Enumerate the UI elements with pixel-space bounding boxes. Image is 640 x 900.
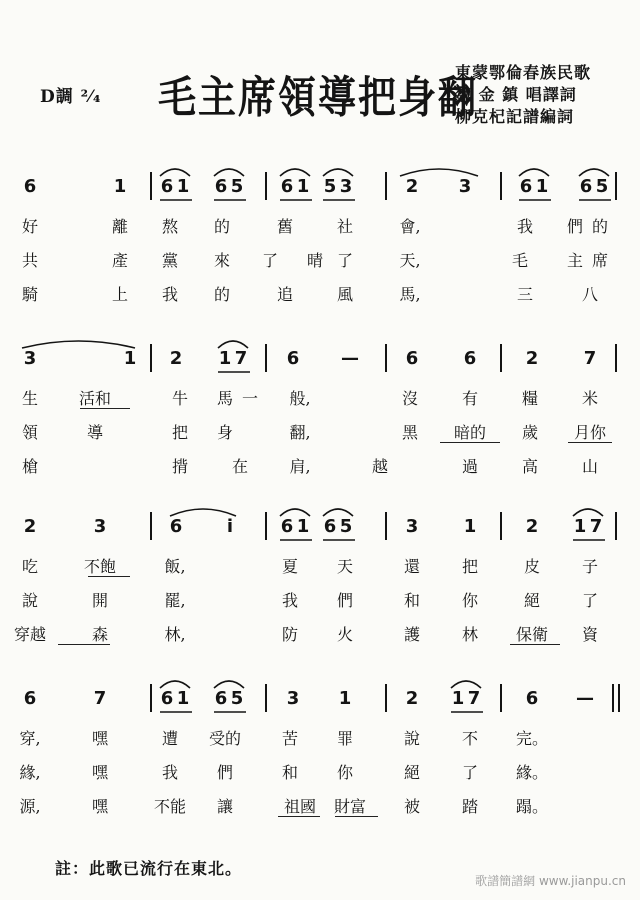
note: 2 <box>405 688 419 709</box>
lyric-underline <box>568 442 612 443</box>
lyric-syllable: 嘿 <box>91 729 109 748</box>
lyric-underline <box>510 644 560 645</box>
lyric-syllable: 還 <box>403 557 421 576</box>
lyric-syllable: 防 <box>281 625 299 644</box>
slur-arc <box>451 681 481 688</box>
note: 1 <box>123 348 137 369</box>
credit-origin: 東蒙鄂倫春族民歌 <box>455 63 592 82</box>
lyric-syllable: 我 <box>281 591 299 610</box>
note: 2 <box>23 516 37 537</box>
lyric-syllable: 緣, <box>19 763 41 782</box>
note: 1 <box>463 516 477 537</box>
lyric-syllable: 社 <box>336 217 354 236</box>
note: 7 <box>234 348 248 369</box>
slur-arc <box>579 169 609 176</box>
credits <box>455 62 591 128</box>
slur-arc <box>214 169 244 176</box>
lyric-syllable: 山 <box>581 457 599 476</box>
lyric-syllable: 天, <box>399 251 421 270</box>
note: 2 <box>525 516 539 537</box>
lyric-syllable: 把 <box>461 557 479 576</box>
note-row <box>0 340 640 380</box>
lyric-syllable: 和 <box>281 763 299 782</box>
note: i <box>226 516 234 537</box>
lyric-syllable: 源, <box>19 797 41 816</box>
lyric-syllable: 熬 <box>161 217 179 236</box>
lyric-syllable: 席 <box>591 251 609 270</box>
lyric-syllable: 活和 <box>78 389 112 408</box>
credit-lyrics: 魏 金 鎮 唱譯詞 <box>455 85 577 104</box>
lyric-syllable: 你 <box>336 763 354 782</box>
lyric-syllable: 過 <box>461 457 479 476</box>
lyric-line <box>0 554 640 582</box>
note: 3 <box>405 516 419 537</box>
lyric-line <box>0 760 640 788</box>
lyric-underline <box>58 644 110 645</box>
slur-arc <box>573 509 603 516</box>
lyric-syllable: 完。 <box>515 729 549 748</box>
note-row <box>0 680 640 720</box>
lyric-syllable: 罷, <box>164 591 186 610</box>
lyric-syllable: 們 <box>336 591 354 610</box>
lyric-line <box>0 386 640 414</box>
lyric-syllable: 嘿 <box>91 763 109 782</box>
lyric-syllable: 皮 <box>523 557 541 576</box>
lyric-underline <box>335 816 378 817</box>
lyric-syllable: 受的 <box>208 729 242 748</box>
lyric-syllable: 穿, <box>19 729 41 748</box>
lyric-syllable: 風 <box>336 285 354 304</box>
lyric-syllable: 黨 <box>161 251 179 270</box>
lyric-syllable: 米 <box>581 389 599 408</box>
lyric-syllable: 被 <box>403 797 421 816</box>
lyric-syllable: 歲 <box>521 423 539 442</box>
lyric-syllable: 保衛 <box>515 625 549 644</box>
lyric-syllable: 們 <box>216 763 234 782</box>
lyric-syllable: 財富 <box>333 797 367 816</box>
lyric-underline <box>88 576 130 577</box>
lyric-underline <box>440 442 500 443</box>
lyric-syllable: 肩, <box>289 457 311 476</box>
lyric-syllable: 嘿 <box>91 797 109 816</box>
lyric-line <box>0 214 640 242</box>
lyric-syllable: 沒 <box>401 389 419 408</box>
slur-arc <box>323 509 353 516</box>
lyric-syllable: 翻, <box>289 423 311 442</box>
lyric-syllable: 馬 <box>216 389 234 408</box>
note: 3 <box>339 176 353 197</box>
note: 5 <box>230 688 244 709</box>
note: 5 <box>323 176 337 197</box>
lyric-line <box>0 282 640 310</box>
note: 2 <box>525 348 539 369</box>
note: 6 <box>214 688 228 709</box>
lyric-syllable: 晴 <box>306 251 324 270</box>
lyric-syllable: 苦 <box>281 729 299 748</box>
lyric-syllable: 吃 <box>21 557 39 576</box>
watermark: 歌譜簡譜網 www.jianpu.cn <box>475 874 626 888</box>
lyric-syllable: 了 <box>581 591 599 610</box>
note-row <box>0 508 640 548</box>
lyric-line <box>0 622 640 650</box>
note: 6 <box>525 688 539 709</box>
note: 7 <box>93 688 107 709</box>
slurs-overlay <box>0 508 640 548</box>
note: 1 <box>176 688 190 709</box>
lyric-syllable: 一 <box>241 389 259 408</box>
lyric-line <box>0 726 640 754</box>
lyric-syllable: 三 <box>516 285 534 304</box>
note: 6 <box>214 176 228 197</box>
lyric-syllable: 導 <box>86 423 104 442</box>
note: 7 <box>589 516 603 537</box>
note: 1 <box>451 688 465 709</box>
note: 5 <box>339 516 353 537</box>
lyric-syllable: 我 <box>161 285 179 304</box>
note: 3 <box>93 516 107 537</box>
lyric-syllable: 森 <box>91 625 109 644</box>
note-row <box>0 168 640 208</box>
lyric-syllable: 林 <box>461 625 479 644</box>
footnote: 註：此歌已流行在東北。 <box>55 859 243 878</box>
lyric-syllable: 生 <box>21 389 39 408</box>
lyric-syllable: 了 <box>461 763 479 782</box>
lyric-syllable: 和 <box>403 591 421 610</box>
note: 5 <box>595 176 609 197</box>
lyric-syllable: 祖國 <box>283 797 317 816</box>
slurs-overlay <box>0 340 640 380</box>
lyric-syllable: 踏 <box>461 797 479 816</box>
lyric-line <box>0 420 640 448</box>
lyric-syllable: 騎 <box>21 285 39 304</box>
lyric-line <box>0 794 640 822</box>
lyric-syllable: 緣。 <box>515 763 549 782</box>
lyric-syllable: 追 <box>276 285 294 304</box>
note: 6 <box>169 516 183 537</box>
slur-arc <box>160 169 190 176</box>
lyric-syllable: 在 <box>231 457 249 476</box>
lyric-syllable: 護 <box>403 625 421 644</box>
note: 6 <box>463 348 477 369</box>
lyric-line <box>0 588 640 616</box>
lyric-syllable: 你 <box>461 591 479 610</box>
slur-arc <box>22 341 135 348</box>
lyric-syllable: 槍 <box>21 457 39 476</box>
lyric-syllable: 上 <box>111 285 129 304</box>
note: 1 <box>338 688 352 709</box>
lyric-syllable: 林, <box>164 625 186 644</box>
lyric-line <box>0 454 640 482</box>
note: 1 <box>296 516 310 537</box>
song-title: 毛主席領導把身翻 <box>158 71 479 123</box>
lyric-syllable: 們 <box>566 217 584 236</box>
slur-arc <box>400 169 478 176</box>
slur-arc <box>323 169 353 176</box>
lyric-syllable: 離 <box>111 217 129 236</box>
slurs-overlay <box>0 680 640 720</box>
slur-arc <box>170 509 236 516</box>
lyric-underline <box>80 408 130 409</box>
note: 7 <box>467 688 481 709</box>
slur-arc <box>280 169 310 176</box>
slur-arc <box>214 681 244 688</box>
slurs-overlay <box>0 168 640 208</box>
note: 1 <box>573 516 587 537</box>
lyric-syllable: 絕 <box>523 591 541 610</box>
note: — <box>576 688 594 709</box>
lyric-line <box>0 248 640 276</box>
lyric-syllable: 月你 <box>573 423 607 442</box>
lyric-syllable: 領 <box>21 423 39 442</box>
lyric-syllable: 說 <box>403 729 421 748</box>
lyric-syllable: 有 <box>461 389 479 408</box>
lyric-syllable: 不能 <box>153 797 187 816</box>
lyric-syllable: 資 <box>581 625 599 644</box>
lyric-syllable: 不 <box>461 729 479 748</box>
lyric-syllable: 好 <box>21 217 39 236</box>
lyric-syllable: 會, <box>399 217 421 236</box>
lyric-syllable: 的 <box>213 217 231 236</box>
note: 5 <box>230 176 244 197</box>
lyric-syllable: 不飽 <box>83 557 117 576</box>
lyric-syllable: 毛 <box>511 251 529 270</box>
lyric-syllable: 蹋。 <box>515 797 549 816</box>
slur-arc <box>280 509 310 516</box>
lyric-syllable: 舊 <box>276 217 294 236</box>
lyric-syllable: 夏 <box>281 557 299 576</box>
note: 6 <box>323 516 337 537</box>
note: 2 <box>169 348 183 369</box>
lyric-syllable: 讓 <box>216 797 234 816</box>
key-signature: D調 ²⁄₄ <box>40 87 102 107</box>
slur-arc <box>218 341 248 348</box>
lyric-syllable: 說 <box>21 591 39 610</box>
note: 6 <box>280 176 294 197</box>
note: 1 <box>535 176 549 197</box>
lyric-syllable: 八 <box>581 285 599 304</box>
lyric-syllable: 火 <box>336 625 354 644</box>
lyric-syllable: 了 <box>336 251 354 270</box>
note: 6 <box>579 176 593 197</box>
lyric-syllable: 主 <box>566 251 584 270</box>
lyric-syllable: 飯, <box>164 557 186 576</box>
note: 1 <box>296 176 310 197</box>
lyric-syllable: 子 <box>581 557 599 576</box>
lyric-syllable: 了 <box>261 251 279 270</box>
lyric-syllable: 我 <box>516 217 534 236</box>
lyric-syllable: 天 <box>336 557 354 576</box>
note: 1 <box>218 348 232 369</box>
lyric-syllable: 來 <box>213 251 231 270</box>
note: 6 <box>405 348 419 369</box>
credit-arranger: 柳克杞記譜編詞 <box>455 107 575 126</box>
note: 6 <box>286 348 300 369</box>
lyric-syllable: 把 <box>171 423 189 442</box>
note: 6 <box>23 688 37 709</box>
note: 2 <box>405 176 419 197</box>
lyric-underline <box>278 816 320 817</box>
lyric-syllable: 高 <box>521 457 539 476</box>
lyric-syllable: 馬, <box>399 285 421 304</box>
note: 6 <box>519 176 533 197</box>
note: 6 <box>160 176 174 197</box>
lyric-syllable: 的 <box>591 217 609 236</box>
lyric-syllable: 般, <box>289 389 311 408</box>
note: 7 <box>583 348 597 369</box>
slur-arc <box>519 169 549 176</box>
note: 3 <box>458 176 472 197</box>
lyric-syllable: 共 <box>21 251 39 270</box>
lyric-syllable: 遭 <box>161 729 179 748</box>
lyric-syllable: 越 <box>371 457 389 476</box>
lyric-syllable: 罪 <box>336 729 354 748</box>
note: 1 <box>176 176 190 197</box>
lyric-syllable: 絕 <box>403 763 421 782</box>
note: — <box>341 348 359 369</box>
lyric-syllable: 開 <box>91 591 109 610</box>
note: 3 <box>23 348 37 369</box>
lyric-syllable: 的 <box>213 285 231 304</box>
lyric-syllable: 暗的 <box>453 423 487 442</box>
lyric-syllable: 牛 <box>171 389 189 408</box>
lyric-syllable: 揹 <box>171 457 189 476</box>
lyric-syllable: 身 <box>216 423 234 442</box>
note: 6 <box>160 688 174 709</box>
lyric-syllable: 我 <box>161 763 179 782</box>
note: 1 <box>113 176 127 197</box>
slur-arc <box>160 681 190 688</box>
lyric-syllable: 產 <box>111 251 129 270</box>
note: 3 <box>286 688 300 709</box>
lyric-syllable: 穿越 <box>13 625 47 644</box>
lyric-syllable: 糧 <box>521 389 539 408</box>
note: 6 <box>280 516 294 537</box>
lyric-syllable: 黑 <box>401 423 419 442</box>
note: 6 <box>23 176 37 197</box>
